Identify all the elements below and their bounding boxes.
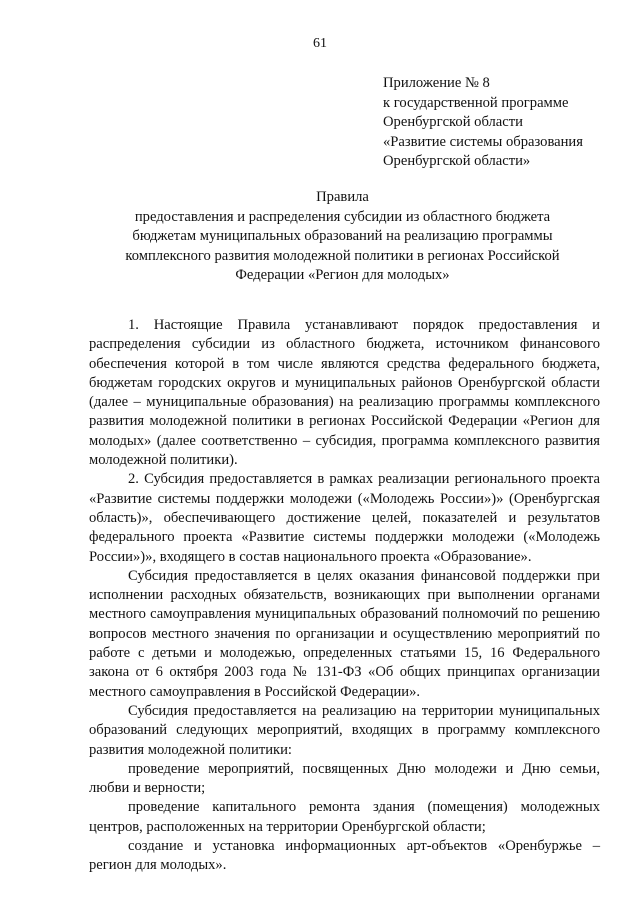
- document-body: [89, 316, 600, 876]
- paragraph: создание и установка информационных арт-объектов «Оренбуржье – регион для молодых».: [89, 838, 600, 874]
- paragraph: проведение мероприятий, посвященных Дню молодежи и Дню семьи, любви и верности;: [89, 760, 600, 797]
- paragraph: Субсидия предоставляется в целях оказания финансовой поддержки при исполнении расходных обязательств, возникающих при выполнении органами местного самоуправления муниципальных образований полномочий по решению вопросов местного значения по организации и осуществлению мероприятий по работе с детьми и молодежью, определенных статьями 15, 16 Федерального закона от 6 октября 2003 года № 131-ФЗ «Об общих принципах организации местного самоуправления в Российской Федерации».: [89, 567, 600, 700]
- title-line: Федерации «Регион для молодых»: [235, 267, 450, 283]
- title-line: предоставления и распределения субсидии из областного бюджета: [134, 208, 551, 225]
- paragraph: 2. Субсидия предоставляется в рамках реализации регионального проекта «Развитие системы поддержки молодежи («Молодежь России»)» (Оренбургская область)», обеспечивающего достижение целей, показателей и результатов федерального проекта «Развитие системы поддержки молодежи («Молодежь России»)», входящего в состав национального проекта «Образование».: [89, 471, 600, 565]
- page-number: 61: [313, 36, 327, 51]
- appendix-line: Оренбургской области»: [383, 153, 531, 169]
- appendix-line: к государственной программе: [383, 94, 569, 111]
- document-title: [90, 188, 595, 286]
- appendix-line: Приложение № 8: [383, 75, 490, 91]
- paragraph: 1. Настоящие Правила устанавливают порядок предоставления и распределения субсидии из областного бюджета, источником финансового обеспечения которой в том числе являются средства федерального бюджета, бюджетам городских округов и муниципальных районов Оренбургской области (далее – муниципальные образования) на реализацию программы комплексного развития молодежной политики в регионах Российской Федерации «Регион для молодых» (далее соответственно – субсидия, программа комплексного развития молодежной политики).: [89, 317, 600, 469]
- title-line: комплексного развития молодежной политики в регионах Российской: [125, 247, 560, 264]
- appendix-line: «Развитие системы образования: [383, 133, 583, 150]
- appendix-line: Оренбургской области: [383, 114, 523, 130]
- paragraph: проведение капитального ремонта здания (помещения) молодежных центров, расположенных на территории Оренбургской области;: [89, 799, 600, 835]
- appendix-header: [383, 74, 623, 172]
- paragraph: Субсидия предоставляется на реализацию на территории муниципальных образований следующих мероприятий, входящих в программу комплексного развития молодежной политики:: [89, 702, 600, 758]
- title-heading: Правила: [316, 189, 369, 205]
- title-line: бюджетам муниципальных образований на реализацию программы: [132, 228, 553, 244]
